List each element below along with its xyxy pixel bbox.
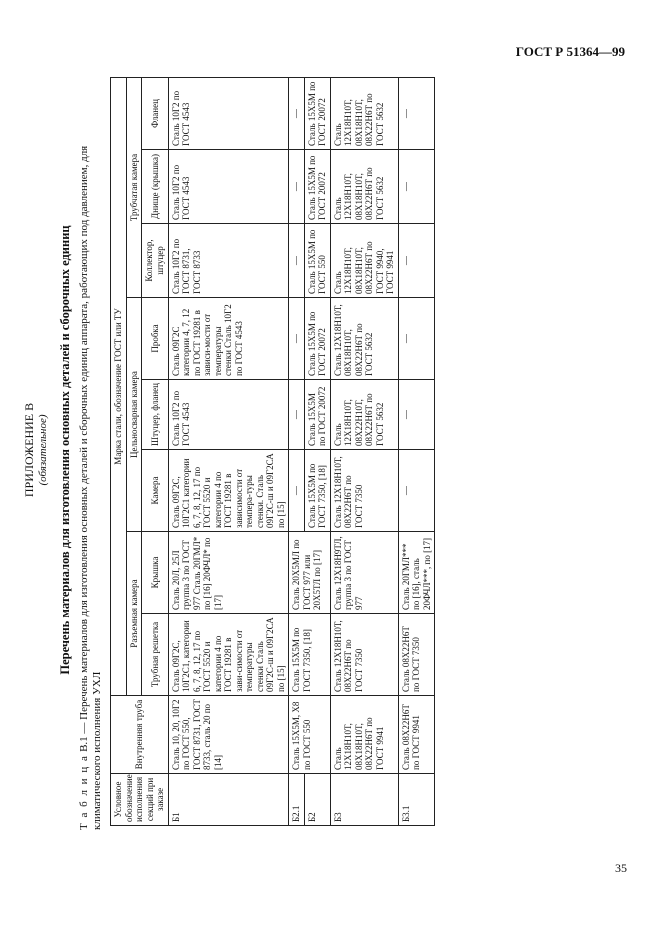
- header-welded-chamber: Цельносварная камера: [126, 298, 142, 532]
- cell-flange: Сталь 15Х5М по ГОСТ 20072: [304, 77, 330, 149]
- cell-plug: Сталь 09Г2С категории 4, 7, 12 по ГОСТ 19281 в зависи-мости от температуры стенки Сталь 10Г2 по ГОСТ 4543: [168, 298, 289, 380]
- cell-plug: Сталь 15Х5М по ГОСТ 20072: [304, 298, 330, 380]
- caption-label: Т а б л и ц а: [78, 754, 90, 830]
- header-flange: Фланец: [142, 77, 168, 149]
- cell-cover: Сталь 20Х5МЛ по ГОСТ 977 или 20Х5ТЛ по [17]: [289, 532, 331, 614]
- cell-inner-tube: Сталь 12Х18Н10Т, 08Х18Н10Т, 08Х22Н6Т по ГОСТ 9941: [330, 696, 398, 774]
- cell-tube-grid: Сталь 08Х22Н6Т по ГОСТ 7350: [398, 614, 435, 696]
- table-row: [168, 77, 289, 825]
- cell-designation: Б2.1: [289, 774, 305, 826]
- cell-cover: Сталь 20ГМЛ*** по [16], сталь 20ФЧЛ***, по [17]: [398, 532, 435, 614]
- cell-inner-tube: Сталь 08Х22Н6Т по ГОСТ 9941: [398, 696, 435, 774]
- cell-chamber: —: [289, 450, 305, 532]
- cell-flange: —: [398, 77, 435, 149]
- cell-fitting: —: [289, 380, 305, 450]
- cell-inner-tube: Сталь 10, 20, 10Г2 по ГОСТ 550, ГОСТ 8731, ГОСТ 8733, сталь 20 по [14]: [168, 696, 289, 774]
- cell-flange: Сталь 10Г2 по ГОСТ 4543: [168, 77, 289, 149]
- header-split-chamber: Разъемная камера: [126, 532, 142, 696]
- header-plug: Пробка: [142, 298, 168, 380]
- header-cover: Крышка: [142, 532, 168, 614]
- cell-tube-grid: Сталь 09Г2С, 10Г2С1, категории 6, 7, 8, 12, 17 по ГОСТ 5520 и категории 4 по ГОСТ 19281 в зави-симости от температуры стенки Сталь 09Г2С-ш и 09Г2СА по [15]: [168, 614, 289, 696]
- header-tube-grid: Трубная решетка: [142, 614, 168, 696]
- header-group-main: Марка стали, обозначение ГОСТ или ТУ: [111, 77, 127, 695]
- table-row: [398, 77, 435, 825]
- header-tube-chamber: Трубчатая камера: [126, 77, 142, 297]
- cell-plug: —: [398, 298, 435, 380]
- table-row: [289, 77, 305, 825]
- cell-inner-tube: Сталь 15Х5М, Х8 по ГОСТ 550: [289, 696, 331, 774]
- cell-tube-grid: Сталь 15Х5М по ГОСТ 7350, [18]: [289, 614, 331, 696]
- cell-designation: Б3.1: [398, 774, 435, 826]
- section-title: Перечень материалов для изготовления основных деталей и сборочных единиц: [58, 225, 72, 675]
- cell-collector: —: [289, 224, 305, 298]
- header-bottom: Днище (крышка): [142, 150, 168, 224]
- cell-bottom: —: [398, 150, 435, 224]
- cell-designation: Б1: [168, 774, 289, 826]
- cell-bottom: Сталь 10Г2 по ГОСТ 4543: [168, 150, 289, 224]
- cell-flange: Сталь 12Х18Н10Т, 08Х18Н10Т, 08Х22Н6Т по ГОСТ 5632: [330, 77, 398, 149]
- cell-collector: Сталь 10Г2 по ГОСТ 8731, ГОСТ 8733: [168, 224, 289, 298]
- cell-chamber: Сталь 12Х18Н10Т, 08Х22Н6Т по ГОСТ 7350: [330, 450, 398, 532]
- header-chamber: Камера: [142, 450, 168, 532]
- cell-collector: —: [398, 224, 435, 298]
- header-collector: Коллектор, штуцер: [142, 224, 168, 298]
- header-fitting: Штуцер, фланец: [142, 380, 168, 450]
- cell-fitting: Сталь 10Г2 по ГОСТ 4543: [168, 380, 289, 450]
- appendix-title: ПРИЛОЖЕНИЕ В: [22, 402, 36, 498]
- cell-plug: Сталь 12Х18Н10Т, 08Х18Н10Т, 08Х22Н6Т по ГОСТ 5632: [330, 298, 398, 380]
- page-number: 35: [615, 861, 627, 875]
- materials-table: [110, 77, 435, 826]
- cell-tube-grid: Сталь 12Х18Н10Т, 08Х22Н6Т по ГОСТ 7350: [330, 614, 398, 696]
- cell-bottom: Сталь 12Х18Н10Т, 08Х18Н10Т, 08Х22Н6Т по ГОСТ 5632: [330, 150, 398, 224]
- cell-collector: Сталь 15Х5М по ГОСТ 550: [304, 224, 330, 298]
- cell-chamber: Сталь 15Х5М по ГОСТ 7350, [18]: [304, 450, 330, 532]
- document-header: ГОСТ Р 51364—99: [515, 44, 625, 59]
- cell-plug: —: [289, 298, 305, 380]
- cell-bottom: Сталь 15Х5М по ГОСТ 20072: [304, 150, 330, 224]
- cell-chamber: Сталь 09Г2С, 10Г2С1 категории 6, 7, 8, 12, 17 по ГОСТ 5520 и категории 4 по ГОСТ 19281 в зависимости от темпера-туры стенки. Сталь 09Г2С-ш и 09Г2СА по [15]: [168, 450, 289, 532]
- table-row: [330, 77, 398, 825]
- header-designation: Условное обозначение исполнения секций при заказе: [111, 774, 169, 826]
- cell-designation: Б2: [304, 774, 330, 826]
- table-caption: [78, 70, 104, 830]
- cell-designation: Б3: [330, 774, 398, 826]
- cell-flange: —: [289, 77, 305, 149]
- cell-fitting: Сталь 15Х5М по ГОСТ 20072: [304, 380, 330, 450]
- cell-fitting: —: [398, 380, 435, 450]
- cell-fitting: Сталь 12Х18Н10Т, 08Х22Н10Т, 08Х22Н6Т по ГОСТ 5632: [330, 380, 398, 450]
- cell-chamber: —: [398, 450, 435, 532]
- header-inner-tube: Внутренняя труба: [111, 696, 169, 774]
- cell-bottom: —: [289, 150, 305, 224]
- cell-cover: Сталь 12Х18Н9ТЛ, группа 3 по ГОСТ 977: [330, 532, 398, 614]
- appendix-note: (обязательное): [37, 414, 49, 486]
- rotated-content: [22, 60, 622, 840]
- cell-cover: Сталь 20Л, 25Л группа 3 по ГОСТ 977 Сталь 20ГМЛ* по [16] 20ФЧЛ* по [17]: [168, 532, 289, 614]
- cell-collector: Сталь 12Х18Н10Т, 08Х18Н10Т, 08Х22Н6Т по ГОСТ 9940, ГОСТ 9941: [330, 224, 398, 298]
- caption-text: В.1 — Перечень материалов для изготовления основных деталей и сборочных единиц аппарата, работающих под давлением, для климатического исполнения УХЛ: [78, 145, 103, 830]
